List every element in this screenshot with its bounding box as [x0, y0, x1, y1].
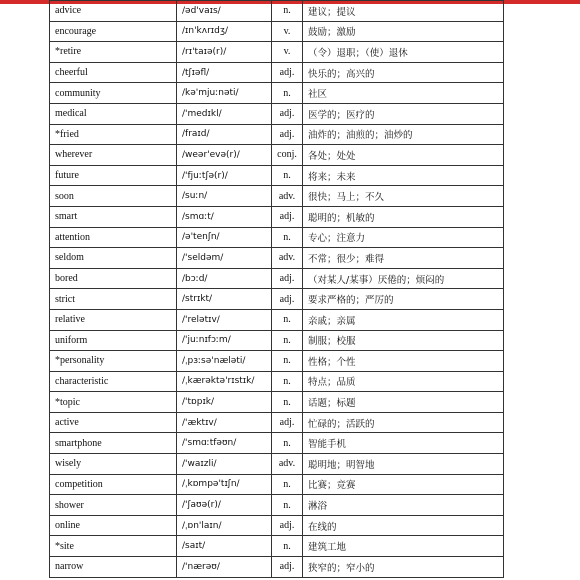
table-row	[50, 227, 504, 248]
word-cell: *personality	[50, 351, 177, 372]
definition-cell: 聪明地；明智地	[303, 454, 504, 475]
phonetic-cell: /tʃɪəfl/	[177, 62, 272, 83]
part-of-speech-cell: adj.	[272, 557, 303, 578]
definition-cell: 社区	[303, 83, 504, 104]
definition-cell: 鼓励；激励	[303, 21, 504, 42]
table-row	[50, 412, 504, 433]
table-row	[50, 124, 504, 145]
word-cell: uniform	[50, 330, 177, 351]
phonetic-cell: /'nærəʊ/	[177, 557, 272, 578]
part-of-speech-cell: n.	[272, 474, 303, 495]
part-of-speech-cell: adj.	[272, 62, 303, 83]
part-of-speech-cell: conj.	[272, 145, 303, 166]
definition-cell: 亲戚；亲属	[303, 309, 504, 330]
word-cell: wisely	[50, 454, 177, 475]
table-row	[50, 351, 504, 372]
definition-cell: 制服；校服	[303, 330, 504, 351]
part-of-speech-cell: adj.	[272, 124, 303, 145]
word-cell: soon	[50, 186, 177, 207]
part-of-speech-cell: n.	[272, 433, 303, 454]
phonetic-cell: /'relətɪv/	[177, 309, 272, 330]
phonetic-cell: /ˌɒn'laɪn/	[177, 515, 272, 536]
phonetic-cell: /ˌkærəktə'rɪstɪk/	[177, 371, 272, 392]
table-row	[50, 289, 504, 310]
table-row	[50, 515, 504, 536]
part-of-speech-cell: n.	[272, 392, 303, 413]
part-of-speech-cell: adj.	[272, 268, 303, 289]
vocabulary-table	[49, 0, 504, 578]
definition-cell: 智能手机	[303, 433, 504, 454]
phonetic-cell: /ˌpɜːsə'næləti/	[177, 351, 272, 372]
part-of-speech-cell: adj.	[272, 206, 303, 227]
phonetic-cell: /'seldəm/	[177, 248, 272, 269]
table-row	[50, 474, 504, 495]
part-of-speech-cell: n.	[272, 165, 303, 186]
definition-cell: 性格；个性	[303, 351, 504, 372]
definition-cell: 将来；未来	[303, 165, 504, 186]
word-cell: relative	[50, 309, 177, 330]
word-cell: attention	[50, 227, 177, 248]
phonetic-cell: /'æktɪv/	[177, 412, 272, 433]
part-of-speech-cell: adj.	[272, 412, 303, 433]
definition-cell: 油炸的；油煎的；油炒的	[303, 124, 504, 145]
phonetic-cell: /weər'evə(r)/	[177, 145, 272, 166]
phonetic-cell: /strɪkt/	[177, 289, 272, 310]
table-row	[50, 557, 504, 578]
word-cell: online	[50, 515, 177, 536]
table-row	[50, 248, 504, 269]
word-cell: bored	[50, 268, 177, 289]
phonetic-cell: /'tɒpɪk/	[177, 392, 272, 413]
part-of-speech-cell: n.	[272, 83, 303, 104]
definition-cell: 在线的	[303, 515, 504, 536]
part-of-speech-cell: adj.	[272, 289, 303, 310]
word-cell: *site	[50, 536, 177, 557]
word-cell: *retire	[50, 42, 177, 63]
definition-cell: 不常；很少；难得	[303, 248, 504, 269]
definition-cell: 建筑工地	[303, 536, 504, 557]
phonetic-cell: /ə'tenʃn/	[177, 227, 272, 248]
definition-cell: 比赛；竞赛	[303, 474, 504, 495]
definition-cell: 医学的；医疗的	[303, 103, 504, 124]
definition-cell: 狭窄的；窄小的	[303, 557, 504, 578]
word-cell: medical	[50, 103, 177, 124]
part-of-speech-cell: adj.	[272, 515, 303, 536]
word-cell: encourage	[50, 21, 177, 42]
table-row	[50, 145, 504, 166]
phonetic-cell: /əd'vaɪs/	[177, 1, 272, 22]
table-row	[50, 206, 504, 227]
word-cell: *topic	[50, 392, 177, 413]
table-row	[50, 454, 504, 475]
word-cell: active	[50, 412, 177, 433]
part-of-speech-cell: n.	[272, 1, 303, 22]
phonetic-cell: /'juːnɪfɔːm/	[177, 330, 272, 351]
part-of-speech-cell: v.	[272, 21, 303, 42]
phonetic-cell: /ˌkɒmpə'tɪʃn/	[177, 474, 272, 495]
phonetic-cell: /'fjuːtʃə(r)/	[177, 165, 272, 186]
definition-cell: 很快；马上；不久	[303, 186, 504, 207]
word-cell: characteristic	[50, 371, 177, 392]
phonetic-cell: /kə'mjuːnəti/	[177, 83, 272, 104]
word-cell: narrow	[50, 557, 177, 578]
part-of-speech-cell: n.	[272, 536, 303, 557]
word-cell: shower	[50, 495, 177, 516]
table-row	[50, 309, 504, 330]
definition-cell: 话题；标题	[303, 392, 504, 413]
table-row	[50, 433, 504, 454]
word-cell: smart	[50, 206, 177, 227]
part-of-speech-cell: adv.	[272, 186, 303, 207]
definition-cell: 特点；品质	[303, 371, 504, 392]
phonetic-cell: /rɪ'taɪə(r)/	[177, 42, 272, 63]
table-row	[50, 103, 504, 124]
part-of-speech-cell: n.	[272, 495, 303, 516]
phonetic-cell: /bɔːd/	[177, 268, 272, 289]
part-of-speech-cell: adj.	[272, 103, 303, 124]
definition-cell: 淋浴	[303, 495, 504, 516]
part-of-speech-cell: adv.	[272, 454, 303, 475]
word-cell: cheerful	[50, 62, 177, 83]
table-row	[50, 165, 504, 186]
word-cell: wherever	[50, 145, 177, 166]
phonetic-cell: /suːn/	[177, 186, 272, 207]
part-of-speech-cell: adv.	[272, 248, 303, 269]
table-row	[50, 62, 504, 83]
phonetic-cell: /'ʃaʊə(r)/	[177, 495, 272, 516]
part-of-speech-cell: n.	[272, 309, 303, 330]
table-row	[50, 83, 504, 104]
part-of-speech-cell: v.	[272, 42, 303, 63]
phonetic-cell: /'medɪkl/	[177, 103, 272, 124]
word-cell: competition	[50, 474, 177, 495]
table-row	[50, 392, 504, 413]
table-row	[50, 536, 504, 557]
definition-cell: （对某人/某事）厌倦的；烦闷的	[303, 268, 504, 289]
phonetic-cell: /smɑːt/	[177, 206, 272, 227]
definition-cell: （令）退职；（使）退休	[303, 42, 504, 63]
definition-cell: 快乐的；高兴的	[303, 62, 504, 83]
word-cell: community	[50, 83, 177, 104]
table-row	[50, 330, 504, 351]
part-of-speech-cell: n.	[272, 351, 303, 372]
part-of-speech-cell: n.	[272, 227, 303, 248]
phonetic-cell: /saɪt/	[177, 536, 272, 557]
definition-cell: 专心；注意力	[303, 227, 504, 248]
word-cell: seldom	[50, 248, 177, 269]
part-of-speech-cell: n.	[272, 371, 303, 392]
table-row	[50, 268, 504, 289]
table-row	[50, 1, 504, 22]
word-cell: strict	[50, 289, 177, 310]
definition-cell: 要求严格的；严厉的	[303, 289, 504, 310]
table-row	[50, 186, 504, 207]
table-row	[50, 495, 504, 516]
table-row	[50, 42, 504, 63]
vocabulary-table-body	[50, 1, 504, 578]
definition-cell: 各处；处处	[303, 145, 504, 166]
definition-cell: 忙碌的；活跃的	[303, 412, 504, 433]
word-cell: advice	[50, 1, 177, 22]
phonetic-cell: /ɪn'kʌrɪdʒ/	[177, 21, 272, 42]
phonetic-cell: /'waɪzli/	[177, 454, 272, 475]
table-row	[50, 371, 504, 392]
part-of-speech-cell: n.	[272, 330, 303, 351]
phonetic-cell: /'smɑːtfəʊn/	[177, 433, 272, 454]
table-row	[50, 21, 504, 42]
word-cell: future	[50, 165, 177, 186]
word-cell: smartphone	[50, 433, 177, 454]
phonetic-cell: /fraɪd/	[177, 124, 272, 145]
definition-cell: 建议；提议	[303, 1, 504, 22]
word-cell: *fried	[50, 124, 177, 145]
definition-cell: 聪明的；机敏的	[303, 206, 504, 227]
